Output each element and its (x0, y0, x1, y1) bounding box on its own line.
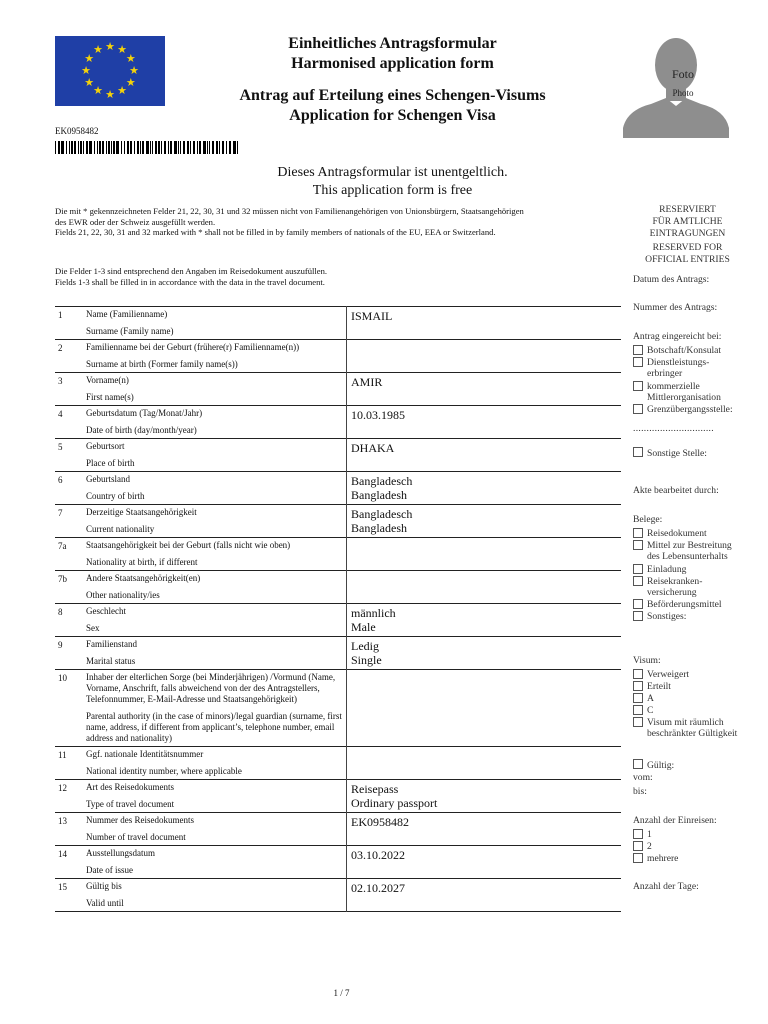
checkbox-icon (633, 693, 643, 703)
reserved-heading-en: RESERVED FOR OFFICIAL ENTRIES (645, 242, 730, 265)
field-number: 7a (58, 541, 67, 551)
field-number: 9 (58, 640, 63, 650)
field-row-12 (55, 780, 621, 813)
field-row-4 (55, 406, 621, 439)
field-value-line: ISMAIL (351, 309, 393, 323)
field-label-de: Andere Staatsangehörigkeit(en) (86, 573, 201, 583)
field-label-de: Ausstellungsdatum (86, 848, 155, 858)
field-row-7b (55, 571, 621, 604)
entries-option-label: 1 (647, 829, 652, 840)
entries-label: Anzahl der Einreisen: (633, 815, 717, 826)
document-option-1[interactable] (633, 540, 751, 562)
application-date-label: Datum des Antrags: (633, 274, 710, 285)
field-value[interactable] (347, 373, 622, 406)
field-value-line: Ledig (351, 639, 379, 653)
field-value-line: Male (351, 620, 376, 634)
document-option-4[interactable] (633, 599, 751, 611)
field-value-line: Reisepass (351, 782, 399, 796)
field-row-6 (55, 472, 621, 505)
field-label-de: Name (Familienname) (86, 309, 168, 319)
submitted-at-option-label: Dienstleistungs- erbringer (647, 357, 710, 379)
field-label (84, 637, 347, 670)
document-option-label: Sonstiges: (647, 611, 687, 622)
checkbox-icon (633, 447, 643, 457)
documents-label: Belege: (633, 514, 663, 525)
field-label-de: Familienname bei der Geburt (frühere(r) Familienname(n)) (86, 342, 300, 352)
form-subtitle-en: Application for Schengen Visa (289, 107, 496, 124)
field-value[interactable] (347, 340, 622, 373)
field-row-9 (55, 637, 621, 670)
star-icon: ★ (84, 76, 95, 89)
field-label-de: Geburtsdatum (Tag/Monat/Jahr) (86, 408, 203, 418)
field-label-en: Type of travel document (86, 799, 175, 809)
field-row-7a (55, 538, 621, 571)
document-option-label: Mittel zur Bestreitung des Lebensunterhalts (647, 540, 732, 562)
field-label-de: Inhaber der elterlichen Sorge (bei Minderjährigen) /Vormund (Name, Vorname, Anschrift, falls abweichend von der des Antragstellers, Telefonnummer, E-Mail-Adresse und Staatsangehörigkeit) (86, 672, 336, 704)
checkbox-icon (633, 599, 643, 609)
checkbox-icon (633, 841, 643, 851)
document-option-label: Reisekranken- versicherung (647, 575, 703, 598)
visa-option-label: A (647, 693, 654, 704)
field-label (84, 307, 347, 340)
document-number: EK0958482 (55, 126, 99, 136)
field-value[interactable] (347, 670, 622, 747)
submitted-at-option-label: kommerzielle Mittlerorganisation (647, 380, 721, 403)
field-label (84, 472, 347, 505)
star-icon: ★ (84, 52, 95, 65)
field-value-line: männlich (351, 606, 396, 620)
submitted-at-option-label: Botschaft/Konsulat (647, 345, 722, 356)
field-number: 7 (58, 508, 63, 518)
field-row-5 (55, 439, 621, 472)
official-entries-panel (625, 204, 750, 892)
checkbox-icon (633, 528, 643, 538)
field-label-en: Parental authority (in the case of minors)/legal guardian (surname, first name, address, if different from applicant’s, telephone number, email address and nationality) (86, 711, 342, 743)
field-value[interactable] (347, 571, 622, 604)
field-label-de: Nummer des Reisedokuments (86, 815, 194, 825)
field-value-line: 02.10.2027 (351, 881, 405, 895)
checkbox-icon (633, 345, 643, 355)
checkbox-icon (633, 853, 643, 863)
valid-checkbox[interactable] (633, 759, 751, 771)
document-option-5[interactable] (633, 611, 751, 623)
document-option-3[interactable] (633, 576, 751, 598)
field-number: 1 (58, 310, 63, 320)
field-row-3 (55, 373, 621, 406)
star-icon: ★ (105, 40, 115, 53)
field-number: 3 (58, 376, 63, 386)
field-label-de: Derzeitige Staatsangehörigkeit (86, 507, 197, 517)
field-number: 10 (58, 673, 67, 683)
field-value-line: DHAKA (351, 441, 395, 455)
other-place-checkbox[interactable] (633, 447, 751, 459)
entries-option-0[interactable] (633, 829, 751, 841)
field-number: 4 (58, 409, 63, 419)
checkbox-icon (633, 759, 643, 769)
document-option-label: Reisedokument (647, 528, 707, 539)
checkbox-icon (633, 829, 643, 839)
field-label-de: Vorname(n) (86, 375, 129, 385)
field-label-en: Current nationality (86, 524, 155, 534)
field-label-en: Surname at birth (Former family name(s)) (86, 359, 238, 369)
days-label: Anzahl der Tage: (633, 881, 699, 892)
star-icon: ★ (117, 85, 127, 98)
photo-label-de: Foto (671, 67, 694, 81)
border-crossing-dots: .............................. (633, 423, 714, 434)
form-title-de: Einheitliches Antragsformular (288, 35, 497, 52)
field-label (84, 846, 347, 879)
visa-option-0[interactable] (633, 669, 751, 681)
photo-placeholder (621, 32, 731, 138)
checkbox-icon (633, 576, 643, 586)
field-label (84, 879, 347, 912)
field-value[interactable] (347, 604, 622, 637)
field-label (84, 571, 347, 604)
field-row-13 (55, 813, 621, 846)
field-label-de: Geburtsland (86, 474, 130, 484)
checkbox-icon (633, 540, 643, 550)
field-label-en: Sex (86, 623, 100, 633)
field-label-en: Country of birth (86, 491, 145, 501)
submitted-at-option-2[interactable] (633, 381, 751, 403)
visa-option-3[interactable] (633, 705, 751, 717)
field-value[interactable] (347, 747, 622, 780)
free-notice-de: Dieses Antragsformular ist unentgeltlich. (277, 165, 508, 180)
field-value-line: Ordinary passport (351, 796, 438, 810)
submitted-at-option-label: Grenzübergangsstelle: (647, 404, 733, 415)
page-number: 1 / 7 (333, 988, 350, 998)
visa-option-label: Verweigert (647, 669, 690, 680)
visa-option-4[interactable] (633, 717, 751, 739)
field-label (84, 373, 347, 406)
field-value-line: AMIR (351, 375, 383, 389)
checkbox-icon (633, 357, 643, 367)
valid-until-label: bis: (633, 786, 647, 797)
field-label-en: Date of birth (day/month/year) (86, 425, 197, 435)
field-value[interactable] (347, 637, 622, 670)
field-value-line: Bangladesh (351, 488, 407, 502)
star-icon: ★ (129, 64, 139, 77)
visa-option-1[interactable] (633, 681, 751, 693)
field-number: 7b (58, 574, 67, 584)
visa-option-label: Erteilt (647, 681, 671, 692)
field-value-line: 10.03.1985 (351, 408, 405, 422)
document-option-0[interactable] (633, 528, 751, 540)
visa-label: Visum: (633, 655, 661, 666)
star-icon: ★ (117, 43, 127, 56)
form-subtitle-de: Antrag auf Erteilung eines Schengen-Visums (239, 87, 546, 104)
entries-option-label: 2 (647, 841, 652, 852)
visa-option-label: Visum mit räumlich beschränkter Gültigkeit (647, 717, 738, 739)
field-label-en: First name(s) (86, 392, 134, 402)
checkbox-icon (633, 381, 643, 391)
field-value-line: 03.10.2022 (351, 848, 405, 862)
barcode-graphic (55, 141, 241, 154)
field-label-de: Familienstand (86, 639, 137, 649)
valid-label: Gültig: (647, 760, 675, 771)
field-label-en: National identity number, where applicable (86, 766, 242, 776)
form-title-en: Harmonised application form (291, 55, 494, 72)
checkbox-icon (633, 404, 643, 414)
submitted-at-label: Antrag eingereicht bei: (633, 331, 722, 342)
field-label-de: Ggf. nationale Identitätsnummer (86, 749, 204, 759)
field-label (84, 813, 347, 846)
field-value[interactable] (347, 780, 622, 813)
fields-note: Die mit * gekennzeichneten Felder 21, 22, 30, 31 und 32 müssen nicht von Familienangehörigen von Unionsbürgern, Staatsangehörigen des EWR oder der Schweiz ausgefüllt werden. Fields 21, 22, 30, 31 and 32 marked with * shall not be filled in by family members of nationals of the EU, EEA or Switzerland. (55, 206, 524, 238)
field-label-en: Other nationality/ies (86, 590, 160, 600)
field-value-line: Bangladesch (351, 507, 413, 521)
field-value[interactable] (347, 879, 622, 912)
field-label-en: Valid until (86, 898, 124, 908)
field-value[interactable] (347, 307, 622, 340)
field-label (84, 604, 347, 637)
valid-from-label: vom: (633, 772, 653, 783)
field-label (84, 406, 347, 439)
checkbox-icon (633, 717, 643, 727)
document-option-label: Beförderungsmittel (647, 599, 722, 610)
star-icon: ★ (125, 52, 136, 65)
star-icon: ★ (105, 88, 115, 101)
field-row-10 (55, 670, 621, 747)
field-row-11 (55, 747, 621, 780)
field-label-de: Art des Reisedokuments (86, 782, 174, 792)
submitted-at-option-0[interactable] (633, 345, 751, 357)
field-label (84, 747, 347, 780)
checkbox-icon (633, 669, 643, 679)
field-value[interactable] (347, 813, 622, 846)
field-label-en: Nationality at birth, if different (86, 557, 198, 567)
field-value-line: EK0958482 (351, 815, 409, 829)
field-value-line: Single (351, 653, 382, 667)
field-label-en: Date of issue (86, 865, 133, 875)
eu-flag (55, 36, 165, 106)
field-value[interactable] (347, 406, 622, 439)
checkbox-icon (633, 681, 643, 691)
reserved-heading-de: RESERVIERT FÜR AMTLICHE EINTRAGUNGEN (649, 204, 726, 239)
application-fields-table (55, 306, 621, 912)
field-label (84, 340, 347, 373)
field-label-de: Geburtsort (86, 441, 125, 451)
field-number: 2 (58, 343, 63, 353)
field-label-en: Number of travel document (86, 832, 186, 842)
field-number: 13 (58, 816, 67, 826)
field-row-14 (55, 846, 621, 879)
field-row-1 (55, 307, 621, 340)
field-label-de: Geschlecht (86, 606, 126, 616)
field-label-en: Surname (Family name) (86, 326, 174, 336)
star-icon: ★ (93, 43, 103, 56)
field-number: 5 (58, 442, 63, 452)
application-number-label: Nummer des Antrags: (633, 302, 718, 313)
submitted-at-option-3[interactable] (633, 404, 751, 416)
star-icon: ★ (93, 85, 103, 98)
field-label-en: Place of birth (86, 458, 135, 468)
field-label (84, 439, 347, 472)
field-value-line: Bangladesh (351, 521, 407, 535)
field-value[interactable] (347, 846, 622, 879)
field-row-7 (55, 505, 621, 538)
field-row-2 (55, 340, 621, 373)
checkbox-icon (633, 564, 643, 574)
field-value[interactable] (347, 538, 622, 571)
field-row-8 (55, 604, 621, 637)
field-value[interactable] (347, 439, 622, 472)
checkbox-icon (633, 611, 643, 621)
field-label (84, 505, 347, 538)
field-row-15 (55, 879, 621, 912)
entries-option-1[interactable] (633, 841, 751, 853)
field-label (84, 670, 347, 747)
field-number: 15 (58, 882, 67, 892)
visa-option-label: C (647, 705, 654, 716)
barcode (55, 141, 241, 154)
field-number: 11 (58, 750, 67, 760)
other-place-label: Sonstige Stelle: (647, 448, 707, 459)
star-icon: ★ (81, 64, 91, 77)
document-option-2[interactable] (633, 564, 751, 576)
handled-by-label: Akte bearbeitet durch: (633, 485, 719, 496)
entries-option-label: mehrere (647, 853, 679, 864)
field-number: 6 (58, 475, 63, 485)
field-label-en: Marital status (86, 656, 136, 666)
field-value-line: Bangladesch (351, 474, 413, 488)
field-number: 8 (58, 607, 63, 617)
entries-option-2[interactable] (633, 853, 751, 865)
person-silhouette-icon (621, 32, 731, 138)
document-option-label: Einladung (647, 563, 687, 575)
submitted-at-option-1[interactable] (633, 357, 751, 379)
field-label-de: Gültig bis (86, 881, 122, 891)
field-value[interactable] (347, 472, 622, 505)
field-label (84, 780, 347, 813)
checkbox-icon (633, 705, 643, 715)
free-notice-en: This application form is free (312, 183, 473, 198)
field-value[interactable] (347, 505, 622, 538)
field-label (84, 538, 347, 571)
photo-label-en: Photo (672, 88, 694, 98)
visa-option-2[interactable] (633, 693, 751, 705)
field-number: 14 (58, 849, 67, 859)
field-number: 12 (58, 783, 67, 793)
travel-document-note: Die Felder 1-3 sind entsprechend den Angaben im Reisedokument auszufüllen. Fields 1-3 shall be filled in in accordance with the data in the travel document. (55, 266, 328, 287)
star-icon: ★ (125, 76, 136, 89)
field-label-de: Staatsangehörigkeit bei der Geburt (falls nicht wie oben) (86, 540, 291, 550)
